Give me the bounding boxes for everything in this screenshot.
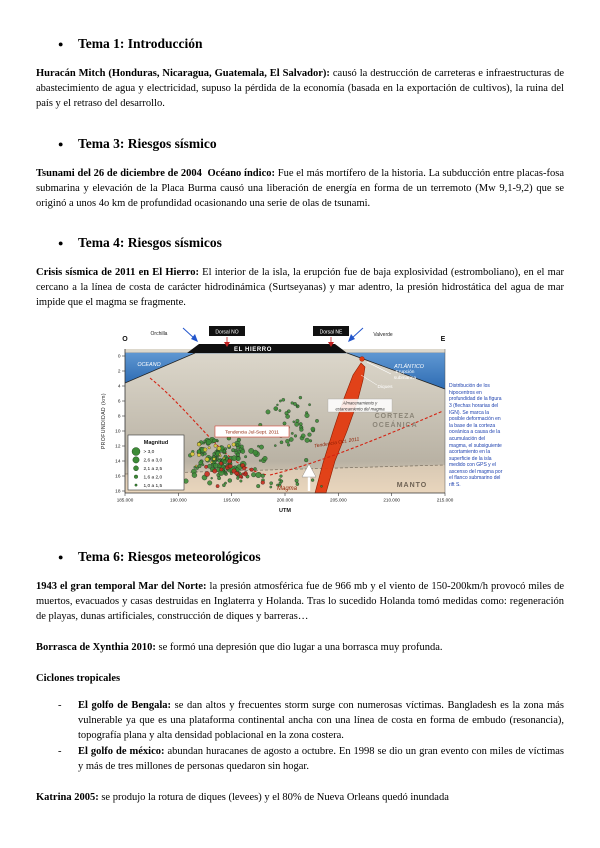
legend-label: 1,6 a 2,0	[143, 475, 163, 481]
x-tick-label: 205.000	[330, 497, 347, 503]
paragraph-lead: Ciclones tropicales	[36, 672, 121, 684]
topic-title: Tema 4: Riesgos sísmicos	[78, 235, 222, 251]
hypocenter-dot	[237, 438, 241, 442]
blue-arrow-east-head	[348, 334, 355, 342]
hypocenter-dot	[309, 440, 312, 443]
y-axis-title: PROFUNDIDAD (km)	[101, 393, 107, 450]
erupcion-label-2: submarina	[393, 376, 417, 382]
x-tick-label: 190.000	[170, 497, 187, 503]
hypocenter-dot	[244, 471, 247, 474]
dash-marker: -	[58, 746, 62, 758]
heading-ciclones-tropicales	[36, 672, 564, 687]
hypocenter-dot	[236, 446, 239, 449]
hypocenter-dot	[236, 453, 240, 457]
hypocenter-dot	[256, 484, 260, 488]
x-tick-label: 195.000	[223, 497, 240, 503]
hypocenter-dot	[224, 448, 227, 451]
corteza-label-1: CORTEZA	[374, 413, 416, 421]
y-tick-label: 2	[117, 369, 121, 375]
paragraph-crisis-hierro	[36, 266, 564, 311]
topic-heading-tema4	[36, 235, 564, 251]
paragraph-body: se produjo la rotura de diques (levees) y el 80% de Nueva Orleans quedó inundada	[98, 792, 449, 804]
topic-heading-tema3	[36, 136, 564, 152]
hypocenter-dot	[259, 460, 261, 462]
hypocenter-dot	[280, 480, 283, 483]
y-tick-label: 10	[115, 429, 121, 435]
hypocenter-dot	[270, 482, 273, 485]
magma-label: Magma	[276, 486, 297, 493]
paragraph-body: Fue el más mortífero de la historia. La subducción entre placas-fosa submarina y elevación de la Placa Burma causó una liberación de energía en forma de un terremoto (Mw 9,1-9,2) que se originó a unos 4o km de profundidad ocasionando una serie de olas de tsunami.	[36, 167, 564, 209]
hypocenter-dot	[213, 469, 217, 473]
hypocenter-dot	[259, 445, 263, 449]
hypocenter-dot	[261, 474, 265, 478]
bullet-icon: ●	[58, 552, 64, 563]
hypocenter-dot	[232, 456, 237, 461]
hypocenter-dot	[285, 439, 289, 443]
hypocenter-dot	[311, 479, 314, 482]
hypocenter-dot	[236, 457, 240, 461]
hypocenter-dot	[211, 477, 213, 479]
hypocenter-dot	[300, 428, 304, 432]
hypocenter-dot	[217, 447, 221, 451]
x-axis-ticks	[117, 493, 454, 503]
hypocenter-dot	[199, 461, 203, 465]
hypocenter-dot	[295, 422, 299, 426]
eruption-vent	[360, 357, 365, 362]
y-tick-label: 4	[117, 384, 121, 390]
y-tick-label: 0	[117, 354, 121, 360]
hypocenter-dot	[231, 449, 235, 453]
hierro-cross-section-figure	[95, 323, 505, 525]
hypocenter-dot	[282, 398, 285, 401]
hypocenter-dot	[228, 445, 231, 448]
hypocenter-dot	[213, 458, 216, 461]
y-tick-label: 14	[115, 459, 121, 465]
topic-heading-tema1	[36, 36, 564, 52]
hypocenter-dot	[253, 450, 258, 455]
hypocenter-dot	[280, 441, 283, 444]
x-tick-label: 210.000	[383, 497, 400, 503]
hypocenter-dot	[299, 423, 302, 426]
x-tick-label: 215.000	[436, 497, 454, 503]
topic-heading-tema6	[36, 549, 564, 565]
hypocenter-dot	[295, 479, 299, 483]
blue-arrow-west-head	[191, 334, 198, 342]
paragraph-huracan-mitch	[36, 67, 564, 112]
legend-dot	[134, 466, 139, 471]
x-axis-title: UTM	[279, 508, 291, 515]
paragraph-lead: Tsunami del 26 de diciembre de 2004 Océano índico:	[36, 167, 275, 179]
hypocenter-dot	[232, 443, 236, 447]
legend-label: 1,0 a 1,5	[143, 483, 163, 489]
hypocenter-dot	[227, 459, 231, 463]
y-axis-ticks	[115, 354, 125, 495]
hypocenter-dot	[211, 461, 213, 463]
y-tick-label: 8	[117, 414, 121, 420]
paragraph-temporal-1943	[36, 580, 564, 625]
legend-dot	[135, 484, 137, 486]
atlantico-label: ATLÁNTICO	[394, 364, 424, 371]
paragraph-body: la presión atmosférica fue de 966 mb y el viento de 150-200km/h provocó miles de muertos, evacuados y casas destruidas en Inglaterra y Holanda. Tras lo sucedido Holanda tomó medidas como: regeneración de playas, dunas artificiales, construcción de diques y barreras…	[36, 581, 564, 622]
manto-label: MANTO	[396, 482, 428, 490]
island-label: EL HIERRO	[234, 347, 272, 354]
hypocenter-dot	[266, 410, 270, 414]
corteza-label-2: OCEÁNICA	[372, 422, 418, 430]
hypocenter-dot	[241, 450, 245, 454]
orchilla-label: Orchilla	[150, 331, 168, 338]
hypocenter-dot	[256, 472, 262, 478]
hypocenter-dot	[205, 472, 210, 477]
bullet-icon: ●	[58, 138, 64, 149]
hypocenter-dot	[287, 444, 290, 447]
hypocenter-dot	[219, 453, 221, 455]
hypocenter-dot	[293, 421, 295, 423]
hypocenter-dot	[195, 465, 197, 467]
hypocenter-dot	[294, 435, 297, 438]
hypocenter-dot	[305, 438, 310, 443]
hypocenter-dot	[291, 432, 293, 434]
hypocenter-dot	[289, 438, 293, 442]
hypocenter-dot	[315, 419, 318, 422]
y-tick-label: 6	[117, 399, 121, 405]
hypocenter-dot	[235, 472, 239, 476]
hypocenter-dot	[196, 467, 199, 470]
hypocenter-dot	[224, 471, 226, 473]
hypocenter-dot	[213, 463, 218, 468]
trend-oct-label: Tendencia Oct. 2011	[313, 436, 360, 450]
hypocenter-dot	[208, 447, 211, 450]
hypocenter-dot	[222, 484, 225, 487]
hypocenter-dot	[296, 419, 300, 423]
hypocenter-dot	[205, 457, 209, 461]
hypocenter-dot	[305, 412, 308, 415]
legend-dot	[133, 457, 139, 463]
hypocenter-dot	[263, 456, 268, 461]
hypocenter-dot	[192, 473, 197, 478]
hypocenter-dot	[223, 457, 225, 459]
hypocenter-dot	[212, 439, 216, 443]
compass-west-label: O	[122, 336, 128, 344]
diques-label: Diques	[377, 385, 393, 391]
paragraph-body: causó la destrucción de carreteras e infraestructuras de abastecimiento de agua y electricidad, supuso la pérdida de la economía (basada en la exportación de cultivos), la ruina del país y el retraso del desarrollo.	[36, 68, 564, 109]
oceano-label: OCEANO	[137, 362, 161, 369]
compass-east-label: E	[440, 336, 446, 344]
hypocenter-dot	[203, 448, 207, 452]
hypocenter-dot	[251, 473, 256, 478]
erupcion-label-1: Erupción	[395, 370, 415, 376]
list-item-bengala	[58, 699, 564, 744]
hypocenter-dot	[203, 442, 205, 444]
hypocenter-dot	[274, 445, 276, 447]
hypocenter-dot	[276, 404, 278, 406]
hypocenter-dot	[219, 462, 223, 466]
hypocenter-dot	[204, 452, 207, 455]
ciclones-list	[36, 699, 564, 776]
hypocenter-dot	[240, 445, 244, 449]
paragraph-katrina	[36, 791, 564, 806]
hypocenter-dot	[228, 464, 232, 468]
list-item-text	[78, 699, 564, 744]
hypocenter-dot	[228, 479, 232, 483]
hypocenter-dot	[204, 465, 207, 468]
hypocenter-dot	[250, 468, 254, 472]
hypocenter-dot	[239, 475, 242, 478]
hypocenter-dot	[206, 440, 211, 445]
bullet-icon: ●	[58, 39, 64, 49]
valverde-label: Valverde	[373, 332, 393, 339]
hypocenter-dot	[223, 460, 227, 464]
hypocenter-dot	[214, 444, 217, 447]
list-item-lead: El golfo de Bengala:	[78, 699, 172, 711]
hierro-figure-svg	[95, 323, 505, 523]
legend-title: Magnitud	[143, 440, 169, 447]
hypocenter-dot	[190, 452, 194, 456]
list-item-body: se dan altos y frecuentes storm surge con numerosas víctimas. Bangladesh es la zona más vulnerable ya que es una plataforma continental ancha con una línea de costa en forma de embudo (resonancia), topografía plana y alta densidad poblacional en la zona costera.	[78, 699, 564, 741]
hypocenter-dot	[308, 433, 312, 437]
hypocenter-dot	[299, 396, 302, 399]
legend-dot	[134, 475, 138, 479]
hypocenter-dot	[236, 477, 239, 480]
hypocenter-dot	[242, 467, 246, 471]
paragraph-lead: Katrina 2005:	[36, 792, 99, 804]
legend-dot	[132, 448, 140, 456]
list-item-body: abundan huracanes de agosto a octubre. En 1998 se dio un gran evento con miles de víctimas y más de tres millones de personas quedaron sin hogar.	[78, 746, 564, 773]
hypocenter-dot	[261, 481, 265, 485]
figure-side-caption: Distribución de los hipocentros en profundidad de la figura 3 (flechas horarias del IGN). Se marca la posible deformación en la base de la corteza oceánica a causa de la acumulación del magma, el subsiguiente acortamiento en la superficie de la isla medido con GPS y el ascenso del magma por el flanco submarino del rift S.	[449, 383, 503, 489]
hypocenter-dot	[197, 453, 200, 456]
x-tick-label: 200.000	[276, 497, 294, 503]
hypocenter-dot	[279, 410, 281, 412]
hypocenter-dot	[270, 486, 272, 488]
paragraph-lead: Crisis sísmica de 2011 en El Hierro:	[36, 267, 199, 279]
hypocenter-dot	[285, 412, 289, 416]
dorsal-ne-label: Dorsal NE	[319, 329, 343, 336]
list-item-mexico	[58, 745, 564, 775]
y-tick-label: 12	[115, 444, 121, 450]
y-tick-label: 18	[115, 489, 121, 495]
paragraph-body: se formó una depresión que dio lugar a una borrasca muy profunda.	[155, 641, 443, 653]
bullet-icon: ●	[58, 238, 64, 249]
hypocenter-dot	[216, 485, 219, 488]
paragraph-body: El interior de la isla, la erupción fue de baja explosividad (estromboliano), en el mar cercano a la línea de costa de carácter hidrodinámica (Surtseyanas) y mar adentro, la presión hidrostática del agua de mar impide que el magma se fragmente.	[36, 267, 564, 309]
hypocenter-dot	[304, 458, 308, 462]
storage-note-1: Almacenamiento y	[342, 400, 378, 406]
hypocenter-dot	[220, 468, 223, 471]
hypocenter-dot	[240, 480, 243, 483]
hypocenter-dot	[254, 468, 257, 471]
paragraph-lead: Borrasca de Xynthia 2010:	[36, 641, 156, 653]
paragraph-borrasca-xynthia	[36, 641, 564, 656]
x-tick-label: 185.000	[116, 497, 134, 503]
paragraph-tsunami-2004	[36, 167, 564, 212]
legend-label: > 3,0	[143, 450, 155, 456]
y-tick-label: 16	[115, 474, 121, 480]
hypocenter-dot	[197, 443, 201, 447]
hypocenter-dot	[283, 422, 286, 425]
hypocenter-dot	[279, 400, 281, 402]
storage-note-2: estancamiento del magma	[335, 406, 385, 412]
paragraph-lead: Huracán Mitch (Honduras, Nicaragua, Guatemala, El Salvador):	[36, 68, 330, 79]
paragraph-lead: 1943 el gran temporal Mar del Norte:	[36, 581, 207, 593]
list-item-text	[78, 745, 564, 775]
hypocenter-dot	[311, 427, 315, 431]
dash-marker: -	[58, 699, 62, 711]
hypocenter-dot	[296, 405, 298, 407]
hypocenter-dot	[207, 481, 212, 486]
topic-title: Tema 3: Riesgos sísmico	[78, 135, 217, 151]
hypocenter-dot	[280, 475, 283, 478]
hypocenter-dot	[308, 404, 310, 406]
list-item-lead: El golfo de méxico:	[78, 746, 165, 758]
hypocenter-dot	[274, 407, 278, 411]
hypocenter-dot	[244, 456, 247, 459]
hypocenter-dot	[301, 434, 305, 438]
topic-title: Tema 1: Introducción	[78, 36, 203, 51]
topic-title: Tema 6: Riesgos meteorológicos	[78, 549, 261, 565]
legend-label: 2,1 a 2,5	[143, 467, 163, 473]
dorsal-no-label: Dorsal NO	[215, 329, 239, 336]
trend-jul-label: Tendencia Jul-Sept. 2011	[225, 430, 279, 436]
hypocenter-dot	[217, 477, 220, 480]
hypocenter-dot	[320, 485, 322, 487]
legend-label: 2,6 a 3,0	[143, 458, 163, 464]
